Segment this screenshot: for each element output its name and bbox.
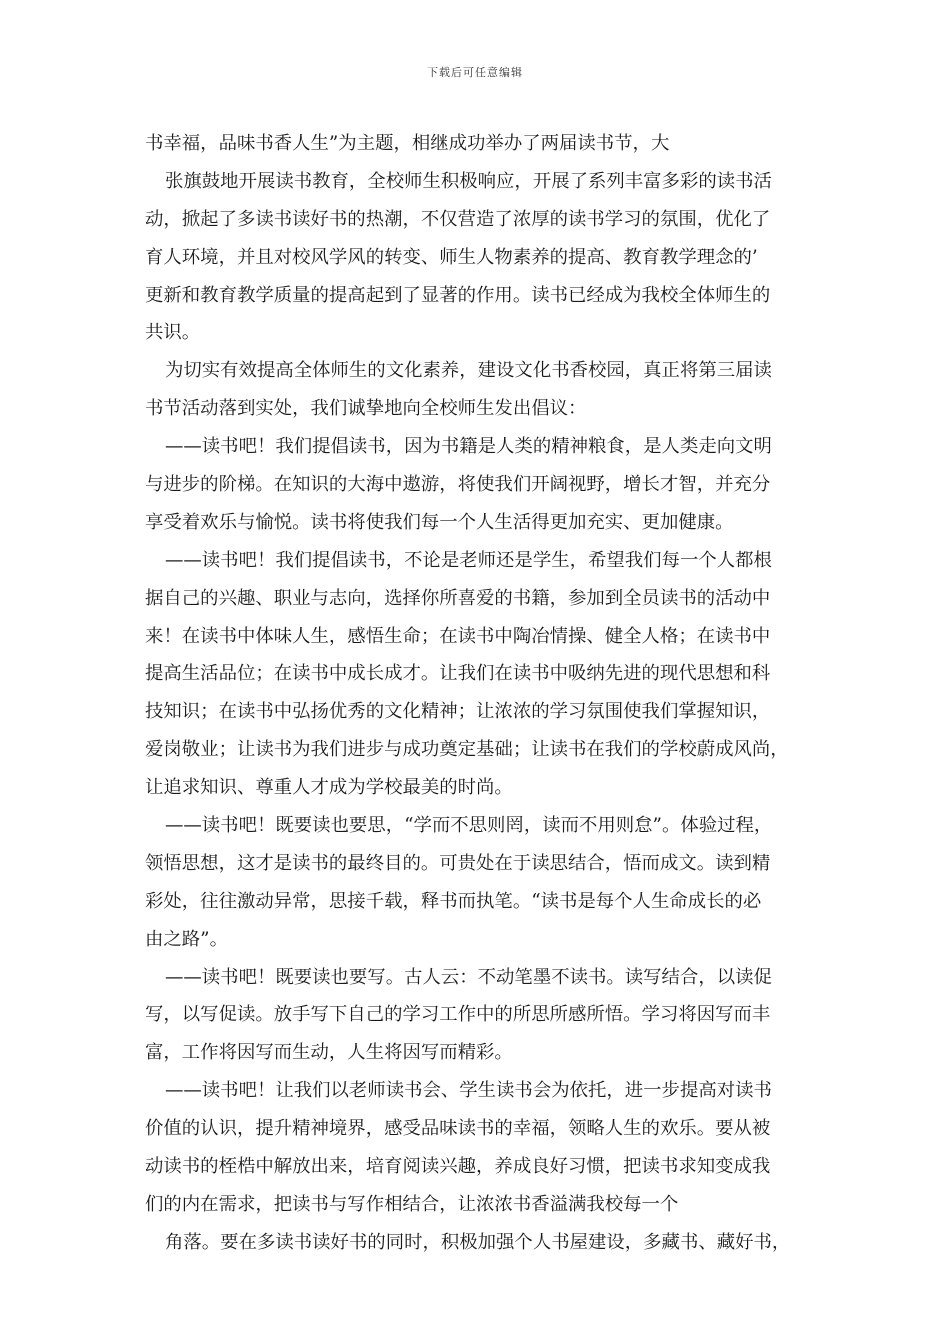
text-line: 爱岗敬业；让读书为我们进步与成功奠定基础；让读书在我们的学校蔚成风尚，	[145, 739, 789, 761]
text-line: ——读书吧！我们提倡读书，不论是老师还是学生，希望我们每一个人都根	[165, 549, 772, 571]
text-line: 育人环境，并且对校风学风的转变、师生人物素养的提高、教育教学理念的’	[145, 246, 758, 268]
text-line: 书节活动落到实处，我们诚挚地向全校师生发出倡议：	[145, 398, 587, 420]
text-line: 据自己的兴趣、职业与志向，选择你所喜爱的书籍，参加到全员读书的活动中	[145, 587, 771, 609]
text-line: 技知识；在读书中弘扬优秀的文化精神；让浓浓的学习氛围使我们掌握知识，	[145, 701, 771, 723]
text-line: 张旗鼓地开展读书教育，全校师生积极响应，开展了系列丰富多彩的读书活	[165, 170, 772, 192]
text-line: 价值的认识，提升精神境界，感受品味读书的幸福，领略人生的欢乐。要从被	[145, 1118, 771, 1140]
page-header: 下载后可任意编辑	[427, 66, 523, 79]
text-line: 写，以写促读。放手写下自己的学习工作中的所思所感所悟。学习将因写而丰	[145, 1004, 771, 1026]
text-line: 为切实有效提高全体师生的文化素养，建设文化书香校园，真正将第三届读	[165, 360, 772, 382]
text-line: 更新和教育教学质量的提高起到了显著的作用。读书已经成为我校全体师生的	[145, 284, 771, 306]
text-line: 富，工作将因写而生动，人生将因写而精彩。	[145, 1042, 513, 1064]
text-line: 动，掀起了多读书读好书的热潮，不仅营造了浓厚的读书学习的氛围，优化了	[145, 208, 771, 230]
text-line: 提高生活品位；在读书中成长成才。让我们在读书中吸纳先进的现代思想和科	[145, 663, 771, 685]
text-line: 彩处，往往激动异常，思接千载，释书而执笔。“读书是每个人生命成长的必	[145, 890, 762, 912]
text-line: 动读书的桎梏中解放出来，培育阅读兴趣，养成良好习惯，把读书求知变成我	[145, 1156, 771, 1178]
text-line: 由之路”。	[145, 928, 228, 950]
text-line: 与进步的阶梯。在知识的大海中遨游，将使我们开阔视野，增长才智，并充分	[145, 474, 771, 496]
text-line: 们的内在需求，把读书与写作相结合，让浓浓书香溢满我校每一个	[145, 1193, 679, 1215]
text-line: 共识。	[145, 322, 201, 344]
text-line: 书幸福，品味书香人生”为主题，相继成功举办了两届读书节，大	[145, 133, 670, 154]
text-line: 来！在读书中体味人生，感悟生命；在读书中陶冶情操、健全人格；在读书中	[145, 625, 771, 647]
text-line: 领悟思想，这才是读书的最终目的。可贵处在于读思结合，悟而成文。读到精	[145, 852, 771, 874]
text-line: 享受着欢乐与愉悦。读书将使我们每一个人生活得更加充实、更加健康。	[145, 511, 734, 533]
text-line: ——读书吧！我们提倡读书，因为书籍是人类的精神粮食，是人类走向文明	[165, 436, 772, 458]
text-line: 让追求知识、尊重人才成为学校最美的时尚。	[145, 777, 513, 799]
text-line: ——读书吧！让我们以老师读书会、学生读书会为依托，进一步提高对读书	[165, 1080, 772, 1102]
document-body	[145, 125, 815, 1262]
text-line: ——读书吧！既要读也要思，“学而不思则罔，读而不用则怠”。体验过程，	[165, 815, 773, 837]
text-line: ——读书吧！既要读也要写。古人云：不动笔墨不读书。读写结合，以读促	[165, 966, 772, 988]
text-line: 角落。要在多读书读好书的同时，积极加强个人书屋建设，多藏书、藏好书，	[165, 1231, 791, 1253]
